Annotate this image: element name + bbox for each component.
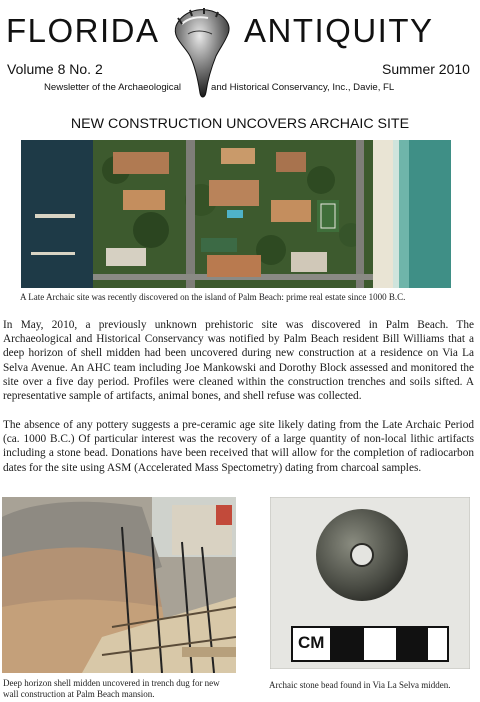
issue-season: Summer 2010 xyxy=(382,61,470,77)
masthead-subtitle-right: and Historical Conservancy, Inc., Davie, FL xyxy=(211,82,395,93)
scale-bar-label: CM xyxy=(298,633,325,652)
paragraph-dating: The absence of any pottery suggests a pre-ceramic age site likely dating from the Late Archaic Period (ca. 1000 B.C.) Of particular interest was the recovery of a large quantity of non-local lithic artifacts including a stone bead. Donations have been received that will allow for the completion of radiocarbon dates for the site using ASM (Accelerated Mass Spectometry) dating from charcoal samples. xyxy=(3,419,474,474)
bead-caption: Archaic stone bead found in Via La Selva midden. xyxy=(269,680,451,690)
masthead-title-left: FLORIDA xyxy=(6,12,160,49)
paragraph-discovery: In May, 2010, a previously unknown prehistoric site was discovered in Palm Beach. The Archaeological and Historical Conservancy was notified by Palm Beach resident Bill Williams that a deep horizon of shell midden had been uncovered during new construction at a residence on Via La Selva Avenue. An AHC team including Joe Mankowski and Dorothy Block assessed and monitored the site over a five day period. Profiles were cleaned within the construction trenches and soils sifted. A representative sample of artifacts, animal bones, and shell refuse was collected. xyxy=(3,319,474,403)
masthead-subtitle-left: Newsletter of the Archaeological xyxy=(44,82,182,93)
aerial-caption: A Late Archaic site was recently discovered on the island of Palm Beach: prime real estate since 1000 B.C. xyxy=(20,292,406,302)
article-headline: NEW CONSTRUCTION UNCOVERS ARCHAIC SITE xyxy=(70,116,410,132)
volume-number: Volume 8 No. 2 xyxy=(7,61,103,77)
aerial-photo xyxy=(21,140,451,288)
trench-photo xyxy=(2,497,236,673)
bead-photo xyxy=(270,497,470,669)
trench-caption: Deep horizon shell midden uncovered in trench dug for new wall construction at Palm Beach mansion. xyxy=(3,678,220,699)
masthead-title-right: ANTIQUITY xyxy=(244,12,434,49)
